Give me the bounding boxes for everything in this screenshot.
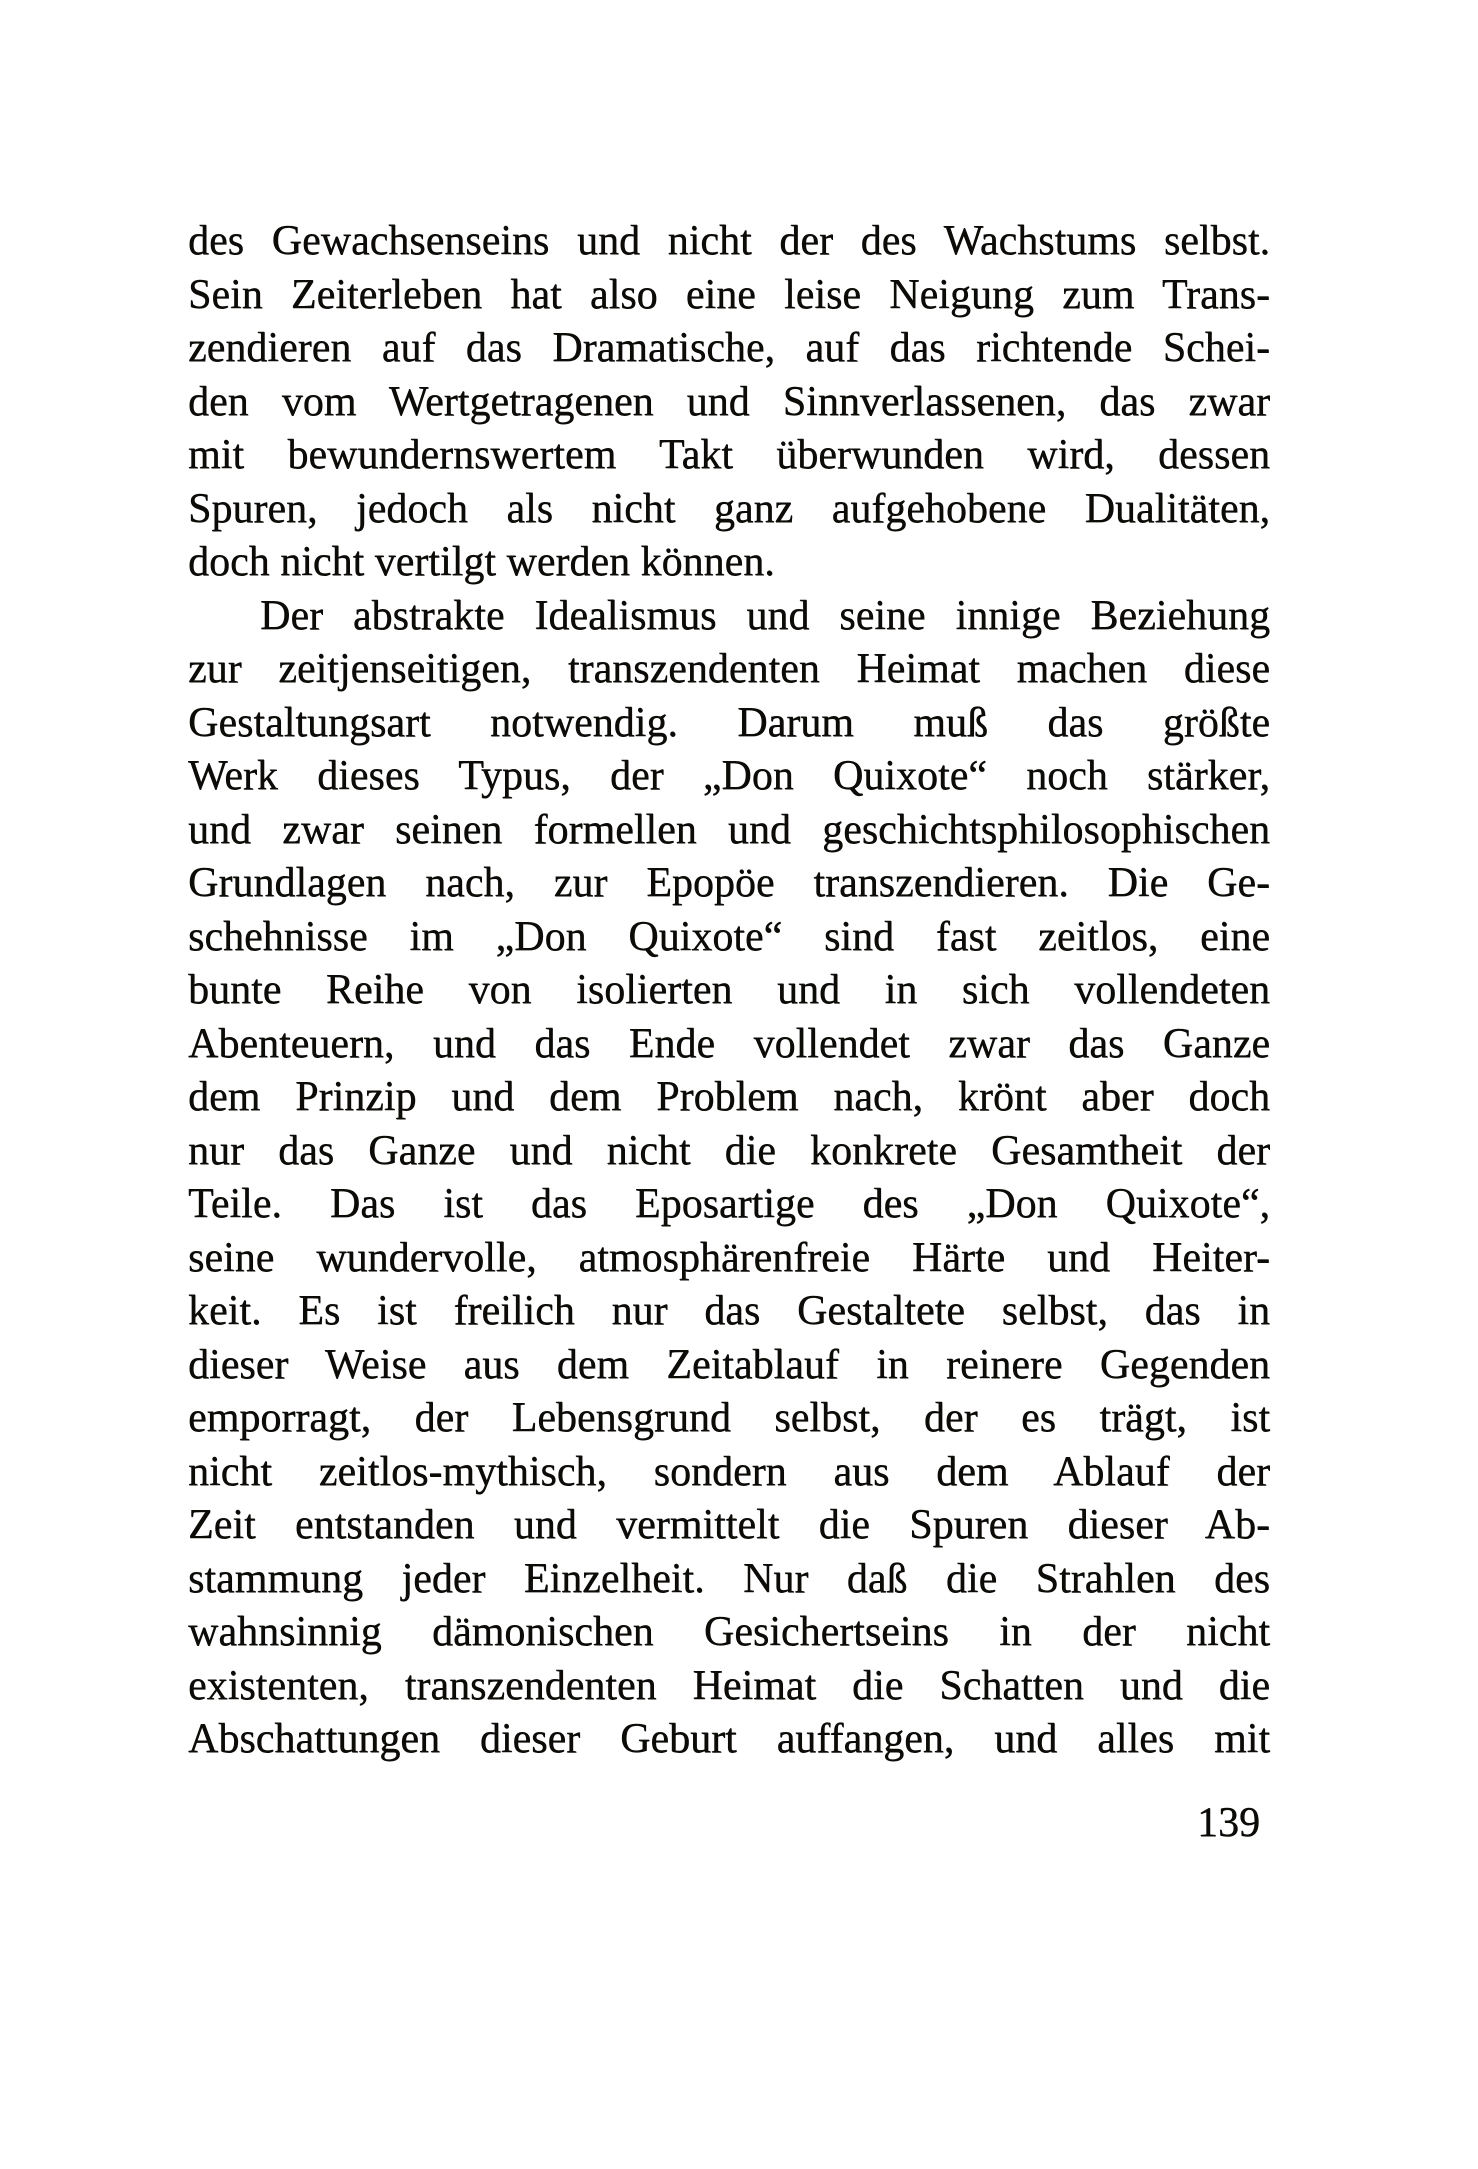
text-line: mit bewundernswertem Takt überwunden wird, dessen bbox=[188, 432, 1270, 478]
text-line: Spuren, jedoch als nicht ganz aufgehobene Dualitäten, bbox=[188, 485, 1270, 532]
text-line: Zeit entstanden und vermittelt die Spuren dieser Ab- bbox=[188, 1502, 1270, 1548]
text-line: und zwar seinen formellen und geschichtsphilosophischen bbox=[188, 806, 1270, 853]
text-line: wahnsinnig dämonischen Gesichertseins in der nicht bbox=[188, 1609, 1270, 1655]
text-line: emporragt, der Lebensgrund selbst, der es trägt, ist bbox=[188, 1395, 1270, 1441]
text-line-paragraph-end: doch nicht vertilgt werden können. bbox=[188, 539, 775, 585]
text-line: keit. Es ist freilich nur das Gestaltete selbst, das in bbox=[188, 1288, 1270, 1334]
text-line: Grundlagen nach, zur Epopöe transzendieren. Die Ge- bbox=[188, 860, 1270, 906]
text-line: Abschattungen dieser Geburt auffangen, und alles mit bbox=[188, 1716, 1270, 1762]
text-line: Sein Zeiterleben hat also eine leise Neigung zum Trans- bbox=[188, 271, 1270, 318]
text-line: schehnisse im „Don Quixote“ sind fast zeitlos, eine bbox=[188, 913, 1270, 960]
text-line: zur zeitjenseitigen, transzendenten Heimat machen diese bbox=[188, 646, 1270, 692]
text-line: nicht zeitlos-mythisch, sondern aus dem Ablauf der bbox=[188, 1448, 1270, 1495]
text-line: den vom Wertgetragenen und Sinnverlassenen, das zwar bbox=[188, 378, 1270, 425]
text-line: dieser Weise aus dem Zeitablauf in reinere Gegenden bbox=[188, 1341, 1270, 1388]
text-line: des Gewachsenseins und nicht der des Wachstums selbst. bbox=[188, 218, 1270, 264]
body-text bbox=[188, 215, 1270, 1767]
text-line: Teile. Das ist das Eposartige des „Don Quixote“, bbox=[188, 1181, 1270, 1227]
text-line: nur das Ganze und nicht die konkrete Gesamtheit der bbox=[188, 1127, 1270, 1174]
text-line: Gestaltungsart notwendig. Darum muß das größte bbox=[188, 699, 1270, 746]
text-line: Werk dieses Typus, der „Don Quixote“ noch stärker, bbox=[188, 753, 1270, 799]
text-line-paragraph-start: Der abstrakte Idealismus und seine innige Beziehung bbox=[260, 592, 1270, 639]
page-number: 139 bbox=[1197, 1800, 1260, 1846]
text-line: seine wundervolle, atmosphärenfreie Härte und Heiter- bbox=[188, 1234, 1270, 1281]
text-line: dem Prinzip und dem Problem nach, krönt aber doch bbox=[188, 1074, 1270, 1120]
text-line: existenten, transzendenten Heimat die Schatten und die bbox=[188, 1662, 1270, 1709]
text-line: stammung jeder Einzelheit. Nur daß die Strahlen des bbox=[188, 1555, 1270, 1602]
text-line: Abenteuern, und das Ende vollendet zwar das Ganze bbox=[188, 1020, 1270, 1067]
text-line: zendieren auf das Dramatische, auf das richtende Schei- bbox=[188, 325, 1270, 371]
text-line: bunte Reihe von isolierten und in sich vollendeten bbox=[188, 967, 1270, 1013]
